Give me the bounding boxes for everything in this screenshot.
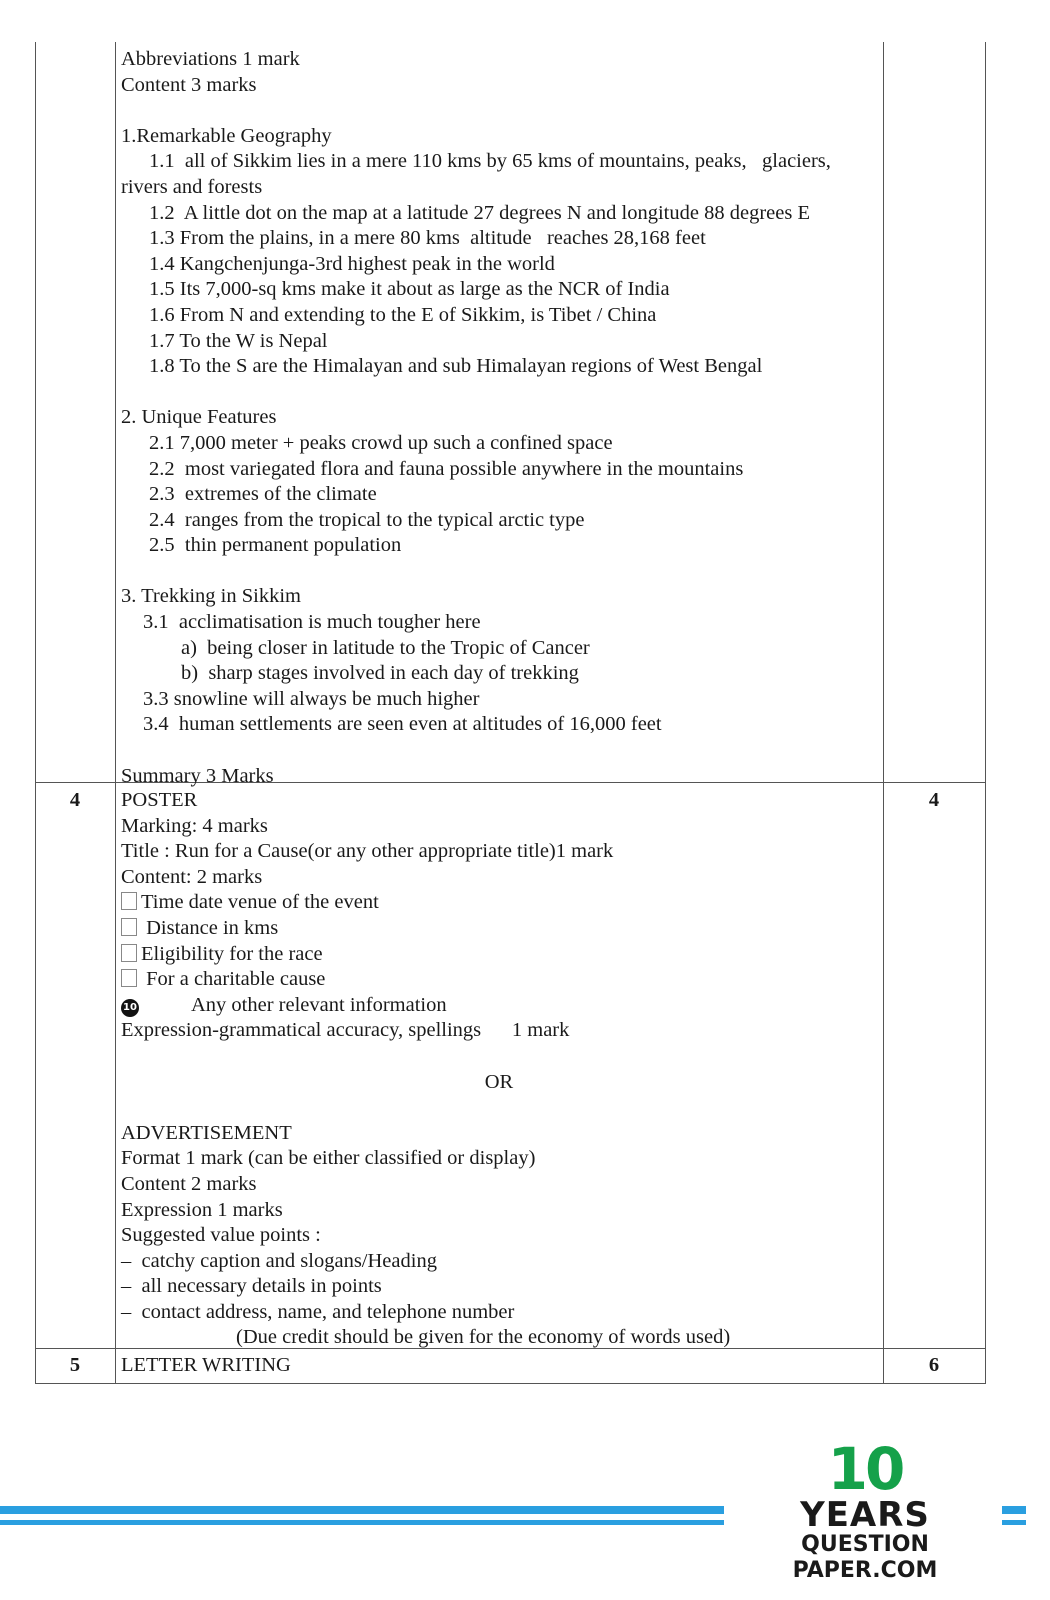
advertisement-line: – all necessary details in points	[121, 1275, 382, 1298]
advertisement-line: Content 2 marks	[121, 1172, 257, 1195]
content-bullet	[121, 967, 911, 993]
advertisement-line: Format 1 mark (can be either classified or display)	[121, 1147, 536, 1170]
answer-line: 1.8 To the S are the Himalayan and sub Himalayan regions of West Bengal	[149, 355, 763, 378]
poster-line: Title : Run for a Cause(or any other appropriate title)1 mark	[121, 840, 614, 863]
due-credit-note: (Due credit should be given for the economy of words used)	[236, 1326, 731, 1349]
advertisement-line: – catchy caption and slogans/Heading	[121, 1249, 437, 1272]
table-divider-number	[115, 42, 116, 1383]
question-5-marks: 6	[928, 1354, 940, 1376]
other-info-text: Any other relevant information	[191, 993, 447, 1016]
advertisement-line: – contact address, name, and telephone number	[121, 1300, 515, 1323]
answer-line: 1.5 Its 7,000-sq kms make it about as large as the NCR of India	[149, 278, 670, 301]
footer-stripe-left-bottom	[0, 1520, 724, 1525]
question-4-number: 4	[69, 789, 81, 811]
bullet-text: Distance in kms	[141, 916, 279, 939]
question-5-number: 5	[69, 1354, 81, 1376]
answer-line: a) being closer in latitude to the Tropic of Cancer	[181, 636, 590, 659]
content-bullet	[121, 890, 911, 916]
question-4-answer	[121, 788, 911, 1351]
answer-line: 2.5 thin permanent population	[149, 534, 402, 557]
answer-line: Content 3 marks	[121, 73, 257, 96]
poster-line: POSTER	[121, 789, 198, 811]
content-bullet	[121, 942, 911, 968]
answer-line: Summary 3 Marks	[121, 764, 274, 787]
answer-line: 2.4 ranges from the tropical to the typical arctic type	[149, 508, 585, 531]
other-info-bullet	[121, 993, 911, 1019]
footer-stripe-right-top	[1002, 1506, 1026, 1514]
bullet-glyph-icon	[121, 969, 137, 987]
answer-line: Abbreviations 1 mark	[121, 48, 300, 70]
bullet-glyph-icon	[121, 944, 137, 962]
table-bottom-border	[35, 1383, 986, 1384]
answer-line: 1.6 From N and extending to the E of Sikkim, is Tibet / China	[149, 303, 657, 326]
content-bullet	[121, 916, 911, 942]
poster-line: Marking: 4 marks	[121, 814, 268, 837]
answer-line: 1.Remarkable Geography	[121, 124, 332, 147]
logo-years: YEARS	[800, 1495, 930, 1535]
question-4-marks: 4	[928, 789, 940, 811]
answer-line: 3. Trekking in Sikkim	[121, 585, 301, 608]
site-logo	[735, 1435, 995, 1584]
bullet-text: Time date venue of the event	[141, 891, 379, 914]
answer-line: 3.4 human settlements are seen even at altitudes of 16,000 feet	[143, 713, 662, 736]
answer-line: rivers and forests	[121, 175, 263, 198]
answer-line: 1.7 To the W is Nepal	[149, 329, 328, 352]
answer-line: b) sharp stages involved in each day of trekking	[181, 662, 579, 685]
answer-line: 2.3 extremes of the climate	[149, 483, 377, 506]
advertisement-line: Suggested value points :	[121, 1224, 321, 1247]
answer-line: 1.3 From the plains, in a mere 80 kms altitude reaches 28,168 feet	[149, 227, 706, 250]
blank-line	[121, 380, 911, 406]
table-border-right	[985, 42, 986, 1383]
poster-line: Content: 2 marks	[121, 865, 263, 888]
expression-line: Expression-grammatical accuracy, spellings 1 mark	[121, 1019, 570, 1042]
footer-stripe-left-top	[0, 1506, 724, 1514]
ten-bullet-icon: 10	[121, 999, 139, 1017]
answer-line: 2.2 most variegated flora and fauna possible anywhere in the mountains	[149, 457, 744, 480]
answer-line: 1.1 all of Sikkim lies in a mere 110 kms by 65 kms of mountains, peaks, glaciers,	[149, 150, 831, 173]
bullet-glyph-icon	[121, 918, 137, 936]
bullet-text: For a charitable cause	[141, 968, 326, 991]
blank-line	[121, 98, 911, 124]
advertisement-line: Expression 1 marks	[121, 1198, 283, 1221]
footer-stripe-right-bottom	[1002, 1520, 1026, 1525]
answer-line: 1.2 A little dot on the map at a latitude 27 degrees N and longitude 88 degrees E	[149, 201, 810, 224]
answer-line: 3.3 snowline will always be much higher	[143, 687, 480, 710]
marking-scheme-table	[35, 0, 986, 1412]
answer-line: 2.1 7,000 meter + peaks crowd up such a confined space	[149, 431, 613, 454]
bullet-glyph-icon	[121, 892, 137, 910]
question-5-title	[121, 1353, 911, 1379]
letter-writing-title: LETTER WRITING	[121, 1354, 291, 1376]
advertisement-line: ADVERTISEMENT	[121, 1121, 292, 1144]
logo-number: 10	[827, 1435, 903, 1503]
answer-line: 2. Unique Features	[121, 406, 277, 429]
blank-line	[121, 738, 911, 764]
blank-line	[121, 559, 911, 585]
question-3-answer	[121, 47, 911, 789]
or-separator: OR	[484, 1070, 514, 1093]
logo-site-name: QUESTION PAPER.COM	[792, 1532, 938, 1583]
answer-line: 3.1 acclimatisation is much tougher here	[143, 611, 481, 634]
table-border-left	[35, 42, 36, 1383]
answer-line: 1.4 Kangchenjunga-3rd highest peak in the world	[149, 252, 555, 275]
bullet-text: Eligibility for the race	[141, 942, 323, 965]
